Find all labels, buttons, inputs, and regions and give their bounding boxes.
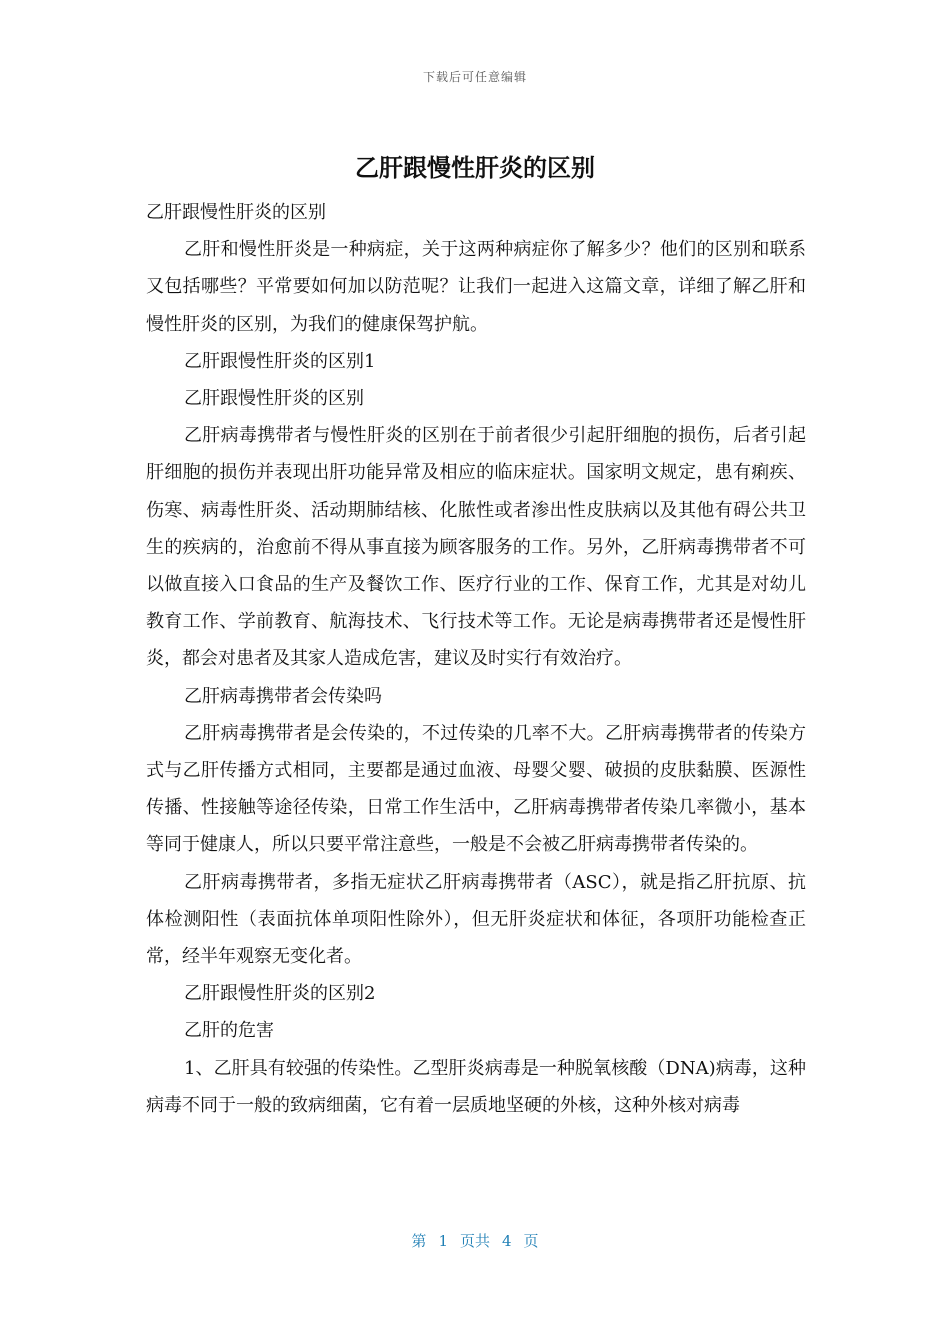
footer-page-of: 页共: [459, 1232, 490, 1250]
footer-page-label: 第: [411, 1232, 427, 1250]
paragraph: 乙肝病毒携带者与慢性肝炎的区别在于前者很少引起肝细胞的损伤，后者引起肝细胞的损伤并表现出肝功能异常及相应的临床症状。国家明文规定，患有痢疾、伤寒、病毒性肝炎、活动期肺结核、化脓性或者渗出性皮肤病以及其他有碍公共卫生的疾病的，治愈前不得从事直接为顾客服务的工作。另外，乙肝病毒携带者不可以做直接入口食品的生产及餐饮工作、医疗行业的工作、保育工作，尤其是对幼儿教育工作、学前教育、航海技术、飞行技术等工作。无论是病毒携带者还是慢性肝炎，都会对患者及其家人造成危害，建议及时实行有效治疗。: [146, 425, 806, 670]
document-body: [146, 194, 806, 1124]
paragraph: 1、乙肝具有较强的传染性。乙型肝炎病毒是一种脱氧核酸（DNA)病毒，这种病毒不同于一般的致病细菌，它有着一层质地坚硬的外核，这种外核对病毒: [146, 1057, 806, 1116]
header-note: 下载后可任意编辑: [422, 70, 527, 84]
page-footer: [0, 1230, 950, 1251]
document-title: 乙肝跟慢性肝炎的区别: [355, 154, 595, 182]
section-heading: 乙肝跟慢性肝炎的区别2: [184, 983, 376, 1005]
subsection-heading: 乙肝的危害: [184, 1020, 274, 1042]
subsection-heading: 乙肝跟慢性肝炎的区别: [184, 388, 364, 410]
footer-page-current: 1: [438, 1232, 448, 1250]
section-heading: 乙肝跟慢性肝炎的区别1: [184, 350, 376, 372]
subsection-heading: 乙肝病毒携带者会传染吗: [184, 685, 382, 707]
paragraph: 乙肝病毒携带者，多指无症状乙肝病毒携带者（ASC），就是指乙肝抗原、抗体检测阳性（表面抗体单项阳性除外），但无肝炎症状和体征，各项肝功能检查正常，经半年观察无变化者。: [146, 871, 806, 968]
paragraph: 乙肝病毒携带者是会传染的，不过传染的几率不大。乙肝病毒携带者的传染方式与乙肝传播方式相同，主要都是通过血液、母婴父婴、破损的皮肤黏膜、医源性传播、性接触等途径传染，日常工作生活中，乙肝病毒携带者传染几率微小，基本等同于健康人，所以只要平常注意些，一般是不会被乙肝病毒携带者传染的。: [146, 722, 806, 856]
footer-page-total: 4: [502, 1232, 512, 1250]
paragraph: 乙肝跟慢性肝炎的区别: [146, 202, 326, 223]
paragraph: 乙肝和慢性肝炎是一种病症，关于这两种病症你了解多少？他们的区别和联系又包括哪些？平常要如何加以防范呢？让我们一起进入这篇文章，详细了解乙肝和慢性肝炎的区别，为我们的健康保驾护航。: [146, 239, 806, 335]
footer-page-suffix: 页: [523, 1232, 539, 1250]
